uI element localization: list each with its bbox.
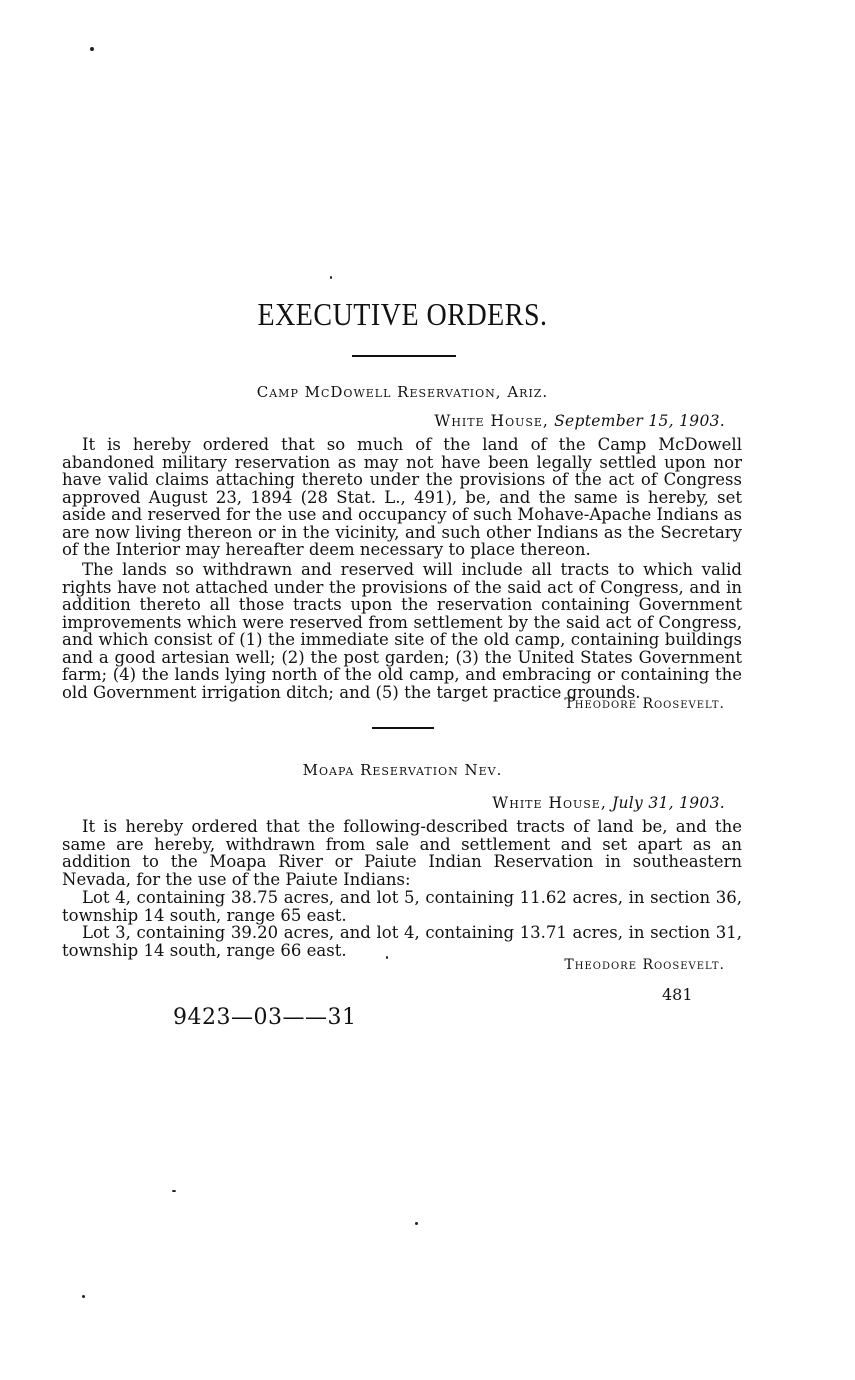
dateline-date: September 15, 1903. [554, 412, 725, 430]
print-speck [90, 47, 94, 51]
dateline-place: White House, [434, 412, 549, 430]
printer-signature-mark: 9423—03——31 [173, 1005, 357, 1030]
dateline-date: July 31, 1903. [612, 794, 725, 812]
section-heading-camp-mcdowell: Camp McDowell Reservation, Ariz. [256, 383, 549, 401]
paragraph-camp-mcdowell-2: The lands so withdrawn and reserved will include all tracts to which valid rights have not attached under the provisions of the said act of Congress, and in addition thereto all those tracts upon the reservation containing Government improvements which were reserved from settlement by the said act of Congress, and which consist of (1) the immediate site of the old camp, containing buildings and a good artesian well; (2) the post garden; (3) the United States Government farm; (4) the lands lying north of the old camp, and embracing or containing the old Government irrigation ditch; and (5) the target practice grounds. [62, 560, 742, 702]
dateline-camp-mcdowell [434, 412, 725, 430]
dateline-moapa [492, 794, 725, 812]
signature-camp-mcdowell: Theodore Roosevelt. [564, 696, 725, 712]
print-speck [82, 1295, 85, 1298]
print-speck [330, 276, 332, 279]
print-speck [415, 1222, 418, 1225]
page-title: EXECUTIVE ORDERS. [257, 298, 548, 333]
paragraph-camp-mcdowell-1: It is hereby ordered that so much of the land of the Camp McDowell abandoned military reservation as may not have been legally settled upon nor have valid claims attaching thereto under the provisions of the act of Congress approved August 23, 1894 (28 Stat. L., 491), be, and the same is hereby, set aside and reserved for the use and occupancy of such Mohave-Apache Indians as are now living thereon or in the vicinity, and such other Indians as the Secretary of the Interior may hereafter deem necessary to place thereon. [62, 435, 742, 559]
print-speck [172, 1190, 176, 1192]
paragraph-moapa-lot-3-4: Lot 3, containing 39.20 acres, and lot 4, containing 13.71 acres, in section 31, township 14 south, range 66 east. [62, 923, 742, 960]
paragraph-moapa-1: It is hereby ordered that the following-described tracts of land be, and the same are hereby, withdrawn from sale and settlement and set apart as an addition to the Moapa River or Paiute Indian Reservation in southeastern Nevada, for the use of the Paiute Indians: [62, 817, 742, 889]
paragraph-moapa-lot-4-5: Lot 4, containing 38.75 acres, and lot 5, containing 11.62 acres, in section 36, township 14 south, range 65 east. [62, 888, 742, 925]
title-rule [352, 355, 456, 357]
page-number: 481 [662, 985, 693, 1004]
section-heading-moapa: Moapa Reservation Nev. [302, 761, 503, 779]
signature-moapa: Theodore Roosevelt. [564, 957, 725, 973]
dateline-place: White House, [492, 794, 607, 812]
section-divider [372, 727, 434, 729]
